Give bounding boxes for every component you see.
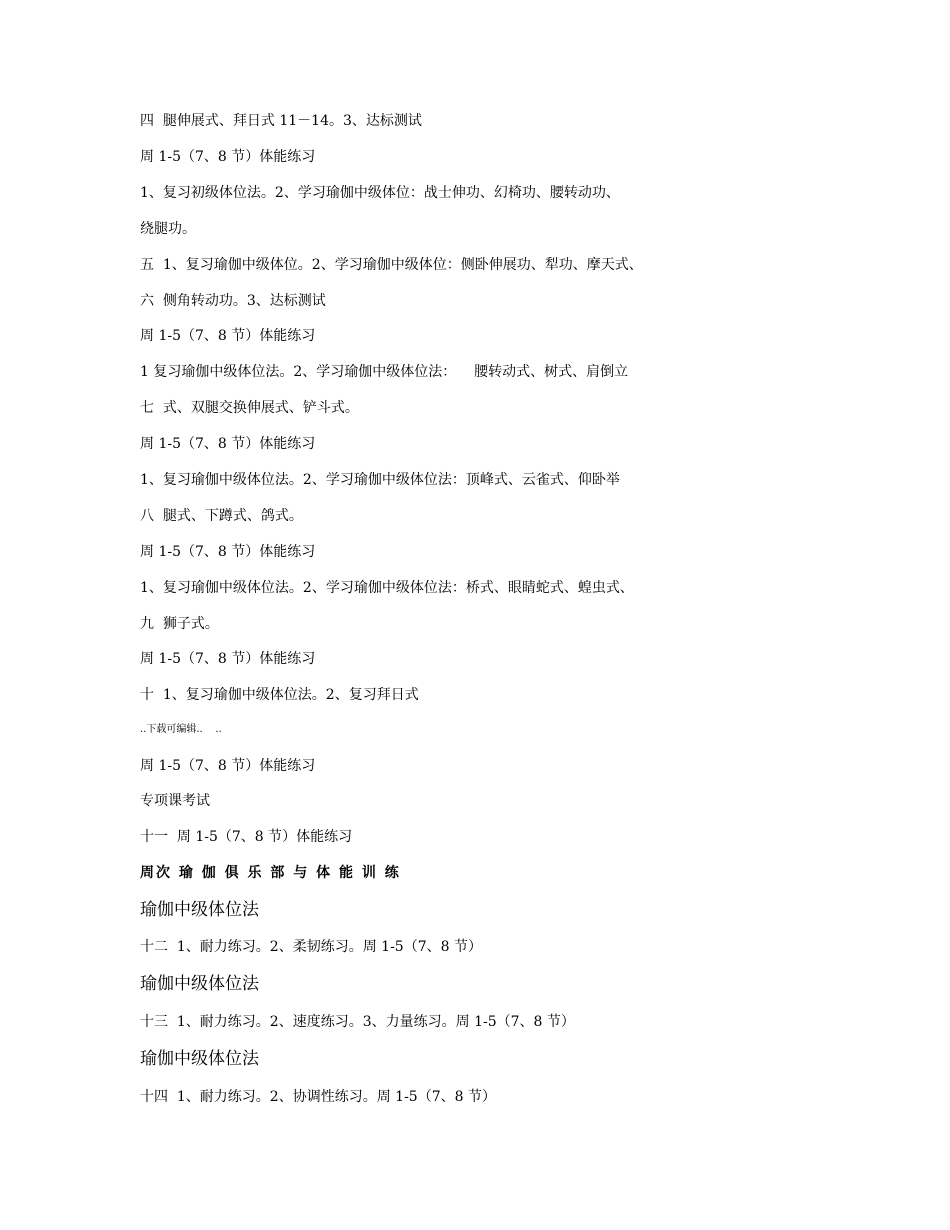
- section-heading: 瑜伽中级体位法: [140, 900, 259, 920]
- text-line: 五 1、复习瑜伽中级体位。2、学习瑜伽中级体位：侧卧伸展功、犁功、摩天式、: [140, 257, 643, 273]
- text-line: 周 1-5（7、8 节）体能练习: [140, 651, 316, 667]
- text-line: 十二 1、耐力练习。2、柔韧练习。周 1-5（7、8 节）: [140, 939, 482, 955]
- text-line: 周 1-5（7、8 节）体能练习: [140, 758, 316, 774]
- text-line: 1、复习瑜伽中级体位法。2、学习瑜伽中级体位法：顶峰式、云雀式、仰卧举: [140, 472, 620, 488]
- section-heading: 瑜伽中级体位法: [140, 1049, 259, 1069]
- text-line: 六 侧角转动功。3、达标测试: [140, 293, 326, 309]
- text-line: 专项课考试: [140, 793, 210, 809]
- text-line: 1、复习瑜伽中级体位法。2、学习瑜伽中级体位法：桥式、眼睛蛇式、蝗虫式、: [140, 580, 634, 596]
- text-line: 周 1-5（7、8 节）体能练习: [140, 149, 316, 165]
- text-line: 1 复习瑜伽中级体位法。2、学习瑜伽中级体位法： 腰转动式、树式、肩倒立: [140, 364, 629, 380]
- text-line: 十三 1、耐力练习。2、速度练习。3、力量练习。周 1-5（7、8 节）: [140, 1014, 575, 1030]
- text-line: 周 1-5（7、8 节）体能练习: [140, 328, 316, 344]
- text-line: 1、复习初级体位法。2、学习瑜伽中级体位：战士伸功、幻椅功、腰转动功、: [140, 185, 620, 201]
- section-heading: 瑜伽中级体位法: [140, 974, 259, 994]
- text-line: 十一 周 1-5（7、8 节）体能练习: [140, 829, 353, 845]
- table-header: 周次 瑜 伽 俱 乐 部 与 体 能 训 练: [140, 865, 401, 881]
- text-line: 八 腿式、下蹲式、鸽式。: [140, 508, 303, 524]
- text-line: 十四 1、耐力练习。2、协调性练习。周 1-5（7、8 节）: [140, 1089, 496, 1105]
- text-line: 九 狮子式。: [140, 616, 219, 632]
- text-line: 绕腿功。: [140, 221, 196, 237]
- text-line: 周 1-5（7、8 节）体能练习: [140, 436, 316, 452]
- text-line: 周 1-5（7、8 节）体能练习: [140, 544, 316, 560]
- text-line: 七 式、双腿交换伸展式、铲斗式。: [140, 400, 359, 416]
- text-line: 四 腿伸展式、拜日式 11－14。3、达标测试: [140, 113, 422, 129]
- footer-note: ..下载可编辑.. ..: [140, 724, 222, 735]
- text-line: 十 1、复习瑜伽中级体位法。2、复习拜日式: [140, 687, 419, 703]
